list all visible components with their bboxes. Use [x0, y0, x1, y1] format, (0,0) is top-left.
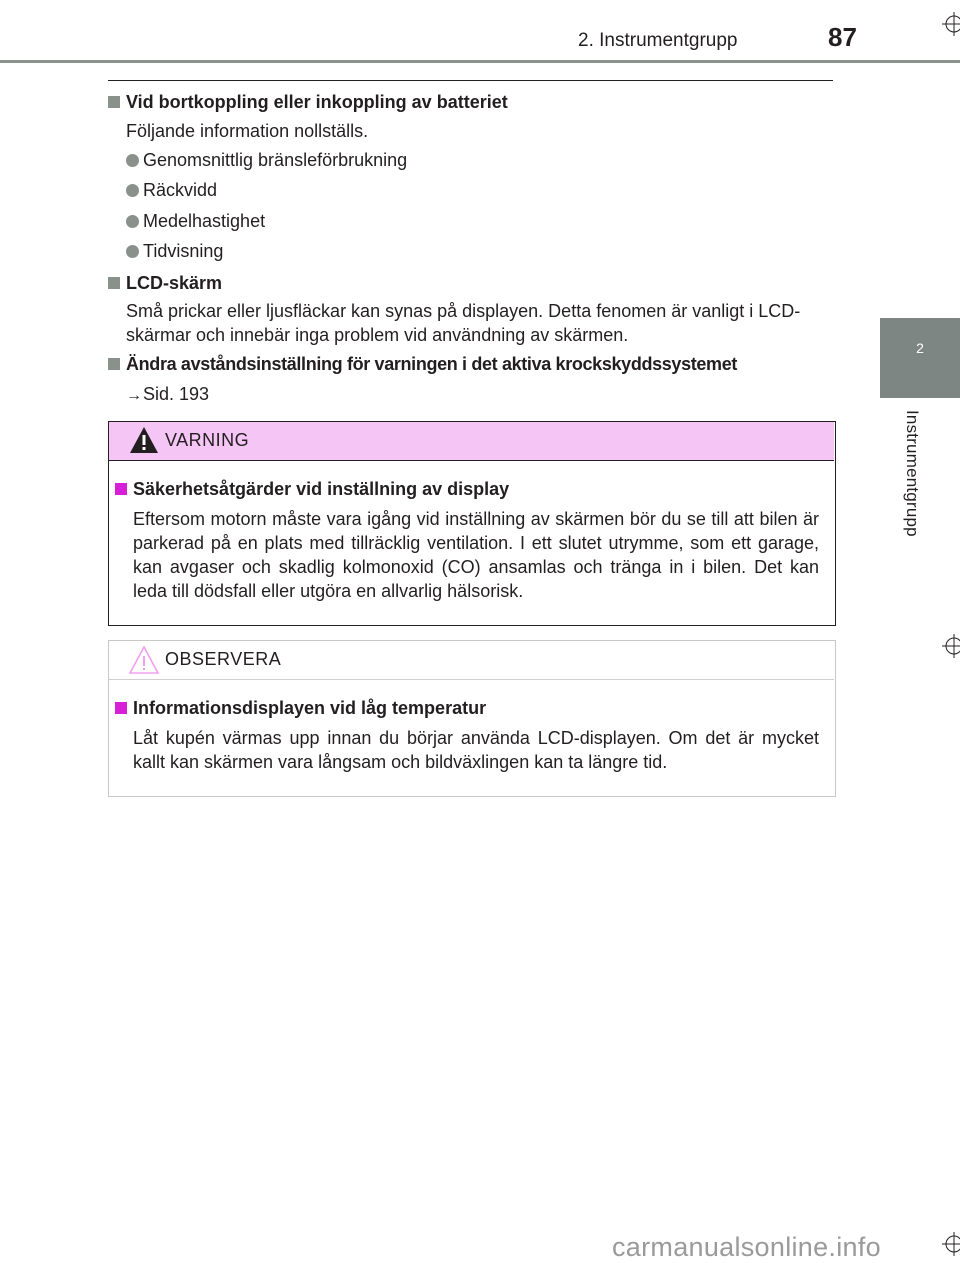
notice-box-divider [109, 679, 834, 680]
notice-text: Låt kupén värmas upp innan du börjar använda LCD-displayen. Om det är mycket kallt kan skärmen vara långsam och bildväxlingen kan ta längre tid. [133, 728, 819, 772]
list-item: Medelhastighet [126, 211, 265, 232]
round-bullet-icon [126, 184, 139, 197]
square-bullet-icon [108, 277, 120, 289]
notice-title: OBSERVERA [165, 649, 282, 669]
square-bullet-icon [108, 96, 120, 108]
chapter-tab-label: Instrumentgrupp [903, 410, 922, 537]
battery-intro: Följande information nollställs. [126, 121, 369, 141]
list-item: Genomsnittlig bränsleförbrukning [126, 150, 407, 171]
warning-title: VARNING [165, 430, 250, 450]
registration-mark-icon [942, 1232, 960, 1256]
chapter-tab-number: 2 [916, 340, 924, 356]
chapter-tab [880, 318, 960, 398]
page-reference[interactable]: →Sid. 193 [126, 384, 210, 404]
section-heading-lcd: LCD-skärm [108, 273, 222, 294]
section-heading-distance: Ändra avståndsinställning för varningen i det aktiva krockskyddssystemet [108, 354, 737, 375]
header-title: 2. Instrumentgrupp [578, 30, 738, 51]
page-number: 87 [828, 22, 857, 52]
round-bullet-icon [126, 215, 139, 228]
lcd-text: Små prickar eller ljusfläckar kan synas på displayen. Detta fenomen är vanligt i LCD-skärmar och innebär inga problem vid användning av skärmen. [126, 301, 801, 345]
header-rule [0, 60, 960, 63]
watermark: carmanualsonline.info [612, 1232, 881, 1262]
registration-mark-icon [942, 634, 960, 658]
registration-mark-icon [942, 12, 960, 36]
round-bullet-icon [126, 154, 139, 167]
content-top-rule [108, 80, 833, 81]
warning-heading: Säkerhetsåtgärder vid inställning av display [115, 479, 509, 500]
square-bullet-icon [108, 358, 120, 370]
warning-icon [129, 425, 159, 460]
square-bullet-icon [115, 702, 127, 714]
square-bullet-icon [115, 483, 127, 495]
notice-heading: Informationsdisplayen vid låg temperatur [115, 698, 486, 719]
warning-text: Eftersom motorn måste vara igång vid inställning av skärmen bör du se till att bilen är parkerad på en plats med tillräcklig ventilation. I ett slutet utrymme, som ett garage, kan avgaser och skadlig kolmonoxid (CO) ansamlas och tränga in i bilen. Det kan leda till dödsfall eller utgöra en allvarlig hälsorisk. [133, 509, 819, 601]
list-item: Räckvidd [126, 180, 217, 201]
list-item: Tidvisning [126, 241, 223, 262]
section-heading-battery: Vid bortkoppling eller inkoppling av batteriet [108, 92, 508, 113]
round-bullet-icon [126, 245, 139, 258]
caution-outline-icon [128, 644, 160, 681]
arrow-right-icon: → [126, 387, 142, 404]
